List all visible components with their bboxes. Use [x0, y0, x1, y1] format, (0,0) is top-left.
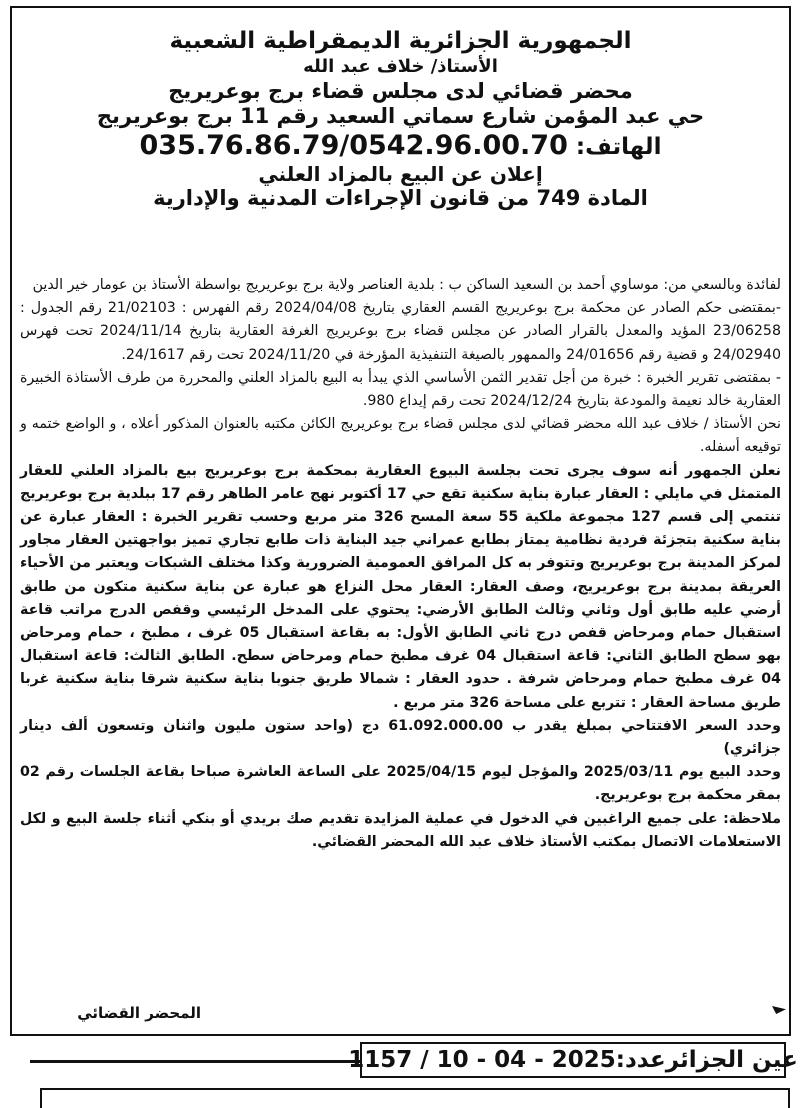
article-reference: المادة 749 من قانون الإجراءات المدنية والإدارية — [153, 185, 648, 210]
paragraph-expertise: - بمقتضى تقرير الخبرة : خبرة من أجل تقدير الثمن الأساسي الذي يبدأ به البيع بالمزاد العلني والمحررة من طرف الأستاذة الخبيرة العقارية خالد نعيمة والمودعة بتاريخ 2024/12/24 تحت رقم إيداع 980. — [20, 369, 781, 410]
publication-label: عين الجزائرعدد: — [615, 1047, 798, 1073]
notice-header — [12, 8, 789, 211]
lawyer-name: الأستاذ/ خلاف عبد الله — [303, 55, 498, 77]
paragraph-note: ملاحظة: على جميع الراغبين في الدخول في عملية المزايدة تقديم صك بريدي أو بنكي أثناء جلسة البيع و لكل الاستعلامات الاتصال بمكتب الأستاذ خلاف عبد الله المحضر القضائي. — [20, 810, 781, 850]
paragraph-plaintiff: لفائدة وبالسعي من: موساوي أحمد بن السعيد الساكن ب : بلدية العناصر ولاية برج بوعريريج بواسطة الأستاذ بن عومار خير الدين — [32, 277, 781, 293]
phone-number: 035.76.86.79/0542.96.00.70 — [139, 129, 568, 161]
republic-title: الجمهورية الجزائرية الديمقراطية الشعبية — [169, 28, 632, 54]
office-title: محضر قضائي لدى مجلس قضاء برج بوعريريج — [168, 79, 633, 104]
announcement-title: إعلان عن البيع بالمزاد العلني — [258, 161, 543, 186]
notice-body — [20, 274, 781, 854]
paragraph-judgment: -بمقتضى حكم الصادر عن محكمة برج بوعريريج القسم العقاري بتاريخ 2024/04/08 رقم الفهرس : 21/02103 رقم الجدول : 23/06258 المؤيد والمعدل بالقرار الصادر عن مجلس قضاء برج بوعريريج الغرفة العقارية بتاريخ 2024/11/14 تحت فهرس 24/02940 و قضية رقم 24/01656 والممهور بالصيغة التنفيذية المؤرخة في 2024/11/20 تحت رقم 24/1617. — [20, 300, 781, 363]
publication-number: 1157 / 10 - 04 - 2025 — [348, 1047, 616, 1073]
phone-line — [12, 130, 789, 162]
paragraph-sale-date: وحدد البيع يوم 2025/03/11 والمؤجل ليوم 2025/04/15 على الساعة العاشرة صباحا بقاعة الجلسات رقم 02 بمقر محكمة برج بوعريريج. — [20, 764, 781, 804]
paragraph-property: نعلن الجمهور أنه سوف يجرى تحت بجلسة البيوع العقارية بمحكمة برج بوعريريج بيع بالمزاد العلني للعقار المتمثل في مايلي : العقار عبارة بناية سكنية تقع حي 17 أكتوبر نهج عامر الطاهر رقم 17 ببلدية برج بوعريريج تنتمي إلى قسم 127 مجموعة ملكية 55 سعة المسح 326 متر مربع وحسب تقرير الخبرة : العقار عبارة عن بناية سكنية بتجزئة فردية نظامية يمتاز بطابع عمراني جيد البناية ذات طابع تجاري تميز بواجهتين العقار مجاور لمركز المدينة برج بوعريريج وتتوفر به كل المرافق العمومية الضرورية وكذا مختلف الشبكات ويعتبر من الأحياء العريقة بمدينة برج بوعريريج، وصف العقار: العقار محل النزاع هو عبارة عن بناية سكنية متكون من طابق أرضي عليه طابق أول وثاني وثالث الطابق الأرضي: يحتوي على المدخل الرئيسي وقفص الدرج مراتب قاعة استقبال حمام ومرحاض قفص درج ثاني الطابق الأول: به بقاعة استقبال 05 غرف ، مطبخ ، حمام ومرحاض بهو سطح الطابق الثاني: قاعة استقبال 04 غرف مطبخ حمام ومرحاض سطح. الطابق الثالث: قاعة استقبال 04 غرف مطبخ حمام ومرحاض شرفة . حدود العقار : شمالا طريق جنوبا بناية سكنية شرقا بناية سكنية غربا طريق مساحة العقار : تتربع على مساحة 326 متر مربع . — [20, 462, 782, 711]
paragraph-bailiff: نحن الأستاذ / خلاف عبد الله محضر قضائي لدى مجلس قضاء برج بوعريريج الكائن مكتبه بالعنوان المذكور أعلاه ، و الواضع ختمه و توقيعه أسفله. — [20, 416, 781, 456]
publication-reference — [348, 1042, 798, 1078]
notice-frame — [10, 6, 791, 1036]
office-address: حي عبد المؤمن شارع سماتي السعيد رقم 11 برج بوعريريج — [96, 104, 705, 129]
phone-label: الهاتف: — [575, 133, 662, 160]
signature-label: المحضر القضائي — [77, 1004, 201, 1022]
paragraph-price: وحدد السعر الافتتاحي بمبلغ يقدر ب 61.092.000.00 دج (واحد ستون مليون واثنان وتسعون ألف دينار جزائري) — [20, 717, 781, 758]
footer-rule — [30, 1060, 360, 1063]
next-notice-frame — [40, 1088, 790, 1108]
